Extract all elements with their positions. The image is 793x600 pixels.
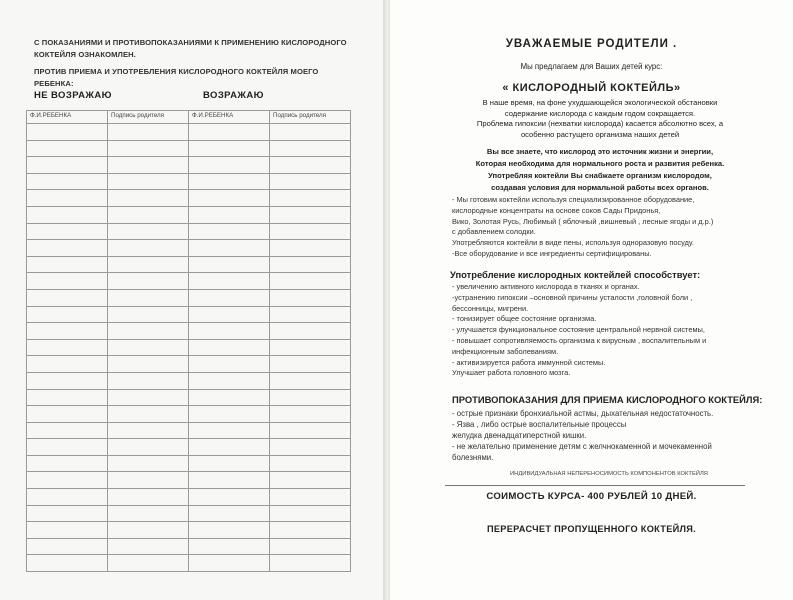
child-name-cell <box>189 489 270 506</box>
consent-question: ПРОТИВ ПРИЕМА И УПОТРЕБЛЕНИЯ КИСЛОРОДНОГО КОКТЕЙЛЯ МОЕГО РЕБЕНКА: <box>34 67 319 88</box>
signature-cell <box>108 422 189 439</box>
child-name-cell <box>27 190 108 207</box>
signature-cell <box>270 240 351 257</box>
signature-cell <box>108 455 189 472</box>
preparation-list <box>452 195 792 260</box>
table-row <box>27 505 351 522</box>
signature-cell <box>108 140 189 157</box>
child-name-cell <box>189 372 270 389</box>
list-item: - тонизирует общее состояние организма. <box>452 314 597 324</box>
child-name-cell <box>189 455 270 472</box>
child-name-cell <box>27 555 108 572</box>
signature-cell <box>270 439 351 456</box>
table-row <box>27 190 351 207</box>
child-name-cell <box>189 406 270 423</box>
child-name-cell <box>189 422 270 439</box>
child-name-cell <box>27 422 108 439</box>
signature-cell <box>108 323 189 340</box>
list-item: бессонницы, мигрени. <box>452 303 529 313</box>
signature-cell <box>108 173 189 190</box>
signature-cell <box>270 273 351 290</box>
list-item: кислородные концентраты на основе соков Сады Придонья, <box>452 205 661 215</box>
child-name-cell <box>189 522 270 539</box>
child-name-cell <box>27 489 108 506</box>
signature-cell <box>108 555 189 572</box>
list-item: -Все оборудование и все ингредиенты сертифицированы. <box>452 248 652 258</box>
child-name-cell <box>189 256 270 273</box>
child-name-cell <box>27 339 108 356</box>
signature-cell <box>270 140 351 157</box>
recalculation-line: ПЕРЕРАСЧЕТ ПРОПУЩЕННОГО КОКТЕЙЛЯ. <box>486 524 697 534</box>
benefits-heading: Употребление кислородных коктейлей способствует: <box>450 269 701 280</box>
list-item: - повышает сопротивляемость организма к вирусным , воспалительным и <box>452 335 707 345</box>
child-name-cell <box>189 472 270 489</box>
child-name-cell <box>27 538 108 555</box>
signature-cell <box>270 124 351 141</box>
child-name-cell <box>27 223 108 240</box>
signature-cell <box>270 372 351 389</box>
signature-cell <box>270 223 351 240</box>
child-name-cell <box>27 455 108 472</box>
child-name-cell <box>27 472 108 489</box>
signature-cell <box>108 505 189 522</box>
child-name-cell <box>27 522 108 539</box>
signature-cell <box>270 173 351 190</box>
table-row <box>27 124 351 141</box>
signature-cell <box>108 472 189 489</box>
signature-cell <box>108 206 189 223</box>
column-header-child-name: Ф.И.РЕБЕНКА <box>27 111 108 124</box>
bold-line: Употребляя коктейли Вы снабжаете организм кислородом, <box>488 171 712 180</box>
signature-cell <box>108 489 189 506</box>
signature-cell <box>108 372 189 389</box>
child-name-cell <box>189 505 270 522</box>
signature-cell <box>108 538 189 555</box>
child-name-cell <box>27 240 108 257</box>
child-name-cell <box>189 323 270 340</box>
objection-heading: ВОЗРАЖАЮ <box>203 90 264 101</box>
list-item: - острые признаки бронхиальной астмы, дыхательная недостаточность. <box>452 409 714 418</box>
offer-line: Мы предлагаем для Ваших детей курс: <box>520 62 663 71</box>
column-header-parent-signature: Подпись родителя <box>108 111 189 124</box>
child-name-cell <box>27 140 108 157</box>
child-name-cell <box>27 173 108 190</box>
signature-cell <box>108 124 189 141</box>
table-row <box>27 223 351 240</box>
signature-cell <box>270 555 351 572</box>
signature-cell <box>270 190 351 207</box>
signature-cell <box>270 505 351 522</box>
column-header-child-name: Ф.И.РЕБЕНКА <box>189 111 270 124</box>
list-item: - Язва , либо острые воспалительные процессы <box>452 420 627 429</box>
child-name-cell <box>27 273 108 290</box>
child-name-cell <box>189 157 270 174</box>
signature-cell <box>108 522 189 539</box>
table-row <box>27 422 351 439</box>
child-name-cell <box>27 256 108 273</box>
bold-line: создавая условия для нормальной работы всех органов. <box>491 183 709 192</box>
signature-cell <box>108 389 189 406</box>
table-row <box>27 306 351 323</box>
table-row <box>27 538 351 555</box>
list-item: -устранению гипоксии –основной причины усталости ,головной боли , <box>452 292 693 302</box>
signature-cell <box>270 389 351 406</box>
child-name-cell <box>189 339 270 356</box>
child-name-cell <box>27 406 108 423</box>
intro-paragraph <box>450 98 750 140</box>
signature-cell <box>270 455 351 472</box>
child-name-cell <box>189 190 270 207</box>
table-row <box>27 256 351 273</box>
consent-text <box>34 37 354 95</box>
signature-cell <box>270 472 351 489</box>
bold-line: Вы все знаете, что кислород это источник жизни и энергии, <box>486 147 714 156</box>
child-name-cell <box>189 223 270 240</box>
signature-cell <box>270 356 351 373</box>
table-row <box>27 472 351 489</box>
list-item: с добавлением солодки. <box>452 227 536 237</box>
child-name-cell <box>27 206 108 223</box>
child-name-cell <box>189 555 270 572</box>
list-item: Вико, Золотая Русь, Любимый ( яблочный ,вишневый , лесные ягоды и д.р.) <box>452 216 714 226</box>
child-name-cell <box>189 273 270 290</box>
child-name-cell <box>189 289 270 306</box>
child-name-cell <box>27 505 108 522</box>
signature-cell <box>108 223 189 240</box>
table-row <box>27 522 351 539</box>
signature-cell <box>270 206 351 223</box>
table-row <box>27 439 351 456</box>
list-item: - увеличению активного кислорода в тканях и органах. <box>452 282 640 291</box>
signature-cell <box>108 273 189 290</box>
signature-cell <box>270 323 351 340</box>
list-item: инфекционным заболеваниям. <box>452 346 559 356</box>
oxygen-benefit-paragraph <box>440 146 760 194</box>
table-header-row <box>27 111 351 124</box>
child-name-cell <box>27 124 108 141</box>
child-name-cell <box>189 124 270 141</box>
intolerance-note: ИНДИВИДУАЛЬНАЯ НЕПЕРЕНОСИМОСТЬ КОМПОНЕНТОВ КОКТЕЙЛЯ <box>510 471 708 477</box>
signature-cell <box>270 157 351 174</box>
intro-line: Проблема гипоксии (нехватки кислорода) касается абсолютно всех, а <box>476 119 724 128</box>
child-name-cell <box>27 289 108 306</box>
signature-cell <box>270 289 351 306</box>
signature-table-body <box>27 124 351 572</box>
signature-cell <box>108 306 189 323</box>
signature-cell <box>270 538 351 555</box>
signature-cell <box>108 157 189 174</box>
child-name-cell <box>189 306 270 323</box>
table-row <box>27 273 351 290</box>
table-row <box>27 455 351 472</box>
signature-cell <box>108 406 189 423</box>
table-row <box>27 356 351 373</box>
signature-cell <box>108 190 189 207</box>
intro-line: особенно растущего организма наших детей <box>520 129 680 139</box>
signature-cell <box>270 522 351 539</box>
child-name-cell <box>189 173 270 190</box>
signature-cell <box>270 256 351 273</box>
list-item: Употребляются коктейли в виде пены, используя одноразовую посуду. <box>452 238 694 248</box>
table-row <box>27 173 351 190</box>
table-row <box>27 206 351 223</box>
intro-line: В наше время, на фоне ухудшающейся экологической обстановки <box>482 98 718 107</box>
child-name-cell <box>189 356 270 373</box>
child-name-cell <box>189 240 270 257</box>
signature-cell <box>108 356 189 373</box>
signature-cell <box>108 240 189 257</box>
signature-cell <box>108 339 189 356</box>
table-row <box>27 323 351 340</box>
signature-cell <box>108 289 189 306</box>
signature-cell <box>270 422 351 439</box>
intro-line: содержание кислорода с каждым годом сокращается. <box>504 108 696 118</box>
table-row <box>27 339 351 356</box>
list-item: - активизируется работа иммунной системы. <box>452 357 606 367</box>
child-name-cell <box>189 389 270 406</box>
list-item: болезнями. <box>452 453 494 462</box>
table-row <box>27 555 351 572</box>
left-page <box>0 0 383 600</box>
table-row <box>27 489 351 506</box>
signature-cell <box>108 439 189 456</box>
page-title: УВАЖАЕМЫЕ РОДИТЕЛИ . <box>505 38 678 50</box>
list-item: - Мы готовим коктейли используя специализированное оборудование, <box>452 195 695 204</box>
child-name-cell <box>189 140 270 157</box>
signature-cell <box>270 489 351 506</box>
consent-statement: С ПОКАЗАНИЯМИ И ПРОТИВОПОКАЗАНИЯМИ К ПРИМЕНЕНИЮ КИСЛОРОДНОГО КОКТЕЙЛЯ ОЗНАКОМЛЕН. <box>34 38 347 59</box>
child-name-cell <box>27 372 108 389</box>
contraindications-heading: ПРОТИВОПОКАЗАНИЯ ДЛЯ ПРИЕМА КИСЛОРОДНОГО КОКТЕЙЛЯ: <box>452 394 763 405</box>
list-item: желудка двенадцатиперстной кишки. <box>452 431 587 440</box>
table-row <box>27 240 351 257</box>
signature-cell <box>270 306 351 323</box>
table-row <box>27 140 351 157</box>
child-name-cell <box>189 538 270 555</box>
divider <box>445 485 745 486</box>
signature-cell <box>270 339 351 356</box>
child-name-cell <box>27 439 108 456</box>
table-row <box>27 289 351 306</box>
column-header-parent-signature: Подпись родителя <box>270 111 351 124</box>
child-name-cell <box>27 356 108 373</box>
list-item: - не желательно применение детям с желчнокаменной и мочекаменной <box>452 442 712 451</box>
table-row <box>27 157 351 174</box>
child-name-cell <box>27 389 108 406</box>
table-row <box>27 372 351 389</box>
table-row <box>27 389 351 406</box>
signature-table <box>26 110 351 572</box>
right-page <box>390 0 793 600</box>
page-fold <box>383 0 390 600</box>
benefits-list <box>452 282 792 379</box>
no-objection-heading: НЕ ВОЗРАЖАЮ <box>34 90 112 101</box>
list-item: - улучшается функциональное состояние центральной нервной системы, <box>452 325 705 335</box>
bold-line: Которая необходима для нормального роста и развития ребенка. <box>475 159 725 168</box>
child-name-cell <box>27 157 108 174</box>
child-name-cell <box>189 206 270 223</box>
table-row <box>27 406 351 423</box>
list-item: Улучшает работа головного мозга. <box>452 368 571 378</box>
child-name-cell <box>27 306 108 323</box>
signature-cell <box>270 406 351 423</box>
price-line: СОИМОСТЬ КУРСА- 400 РУБЛЕЙ 10 ДНЕЙ. <box>486 491 697 502</box>
cocktail-heading: « КИСЛОРОДНЫЙ КОКТЕЙЛЬ» <box>502 82 681 94</box>
signature-cell <box>108 256 189 273</box>
child-name-cell <box>189 439 270 456</box>
contraindications-list <box>452 408 792 463</box>
child-name-cell <box>27 323 108 340</box>
